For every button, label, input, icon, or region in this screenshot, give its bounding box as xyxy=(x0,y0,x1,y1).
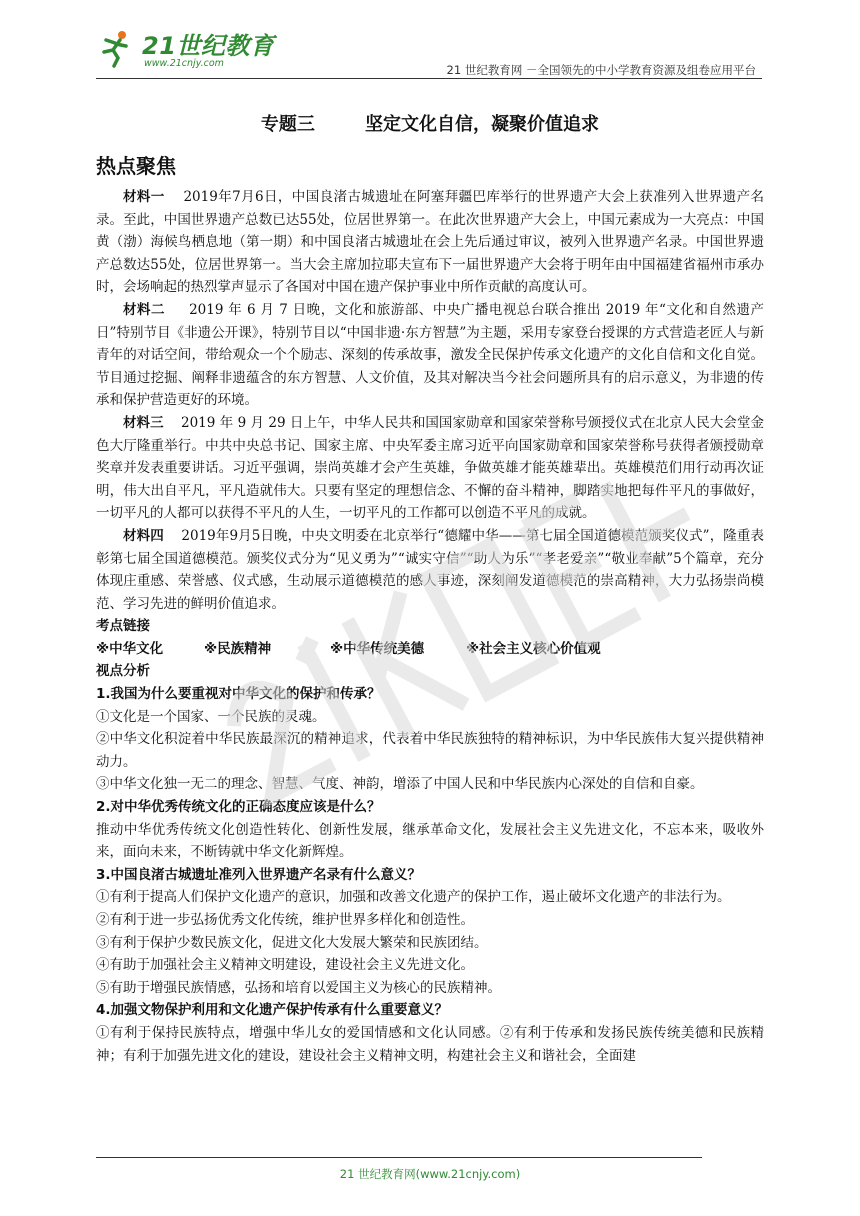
link-tag: ※中华文化 xyxy=(96,640,164,657)
question: 3.中国良渚古城遗址准列入世界遗产名录有什么意义？ xyxy=(96,866,422,883)
material-text: 2019年7月6日，中国良渚古城遗址在阿塞拜疆巴库举行的世界遗产大会上获准列入世界遗产名录。至此，中国世界遗产总数已达55处，位居世界第一。在此次世界遗产大会上，中国元素成为一大亮点：中国黄（渤）海候鸟栖息地（第一期）和中国良渚古城遗址在会上先后通过审议，被列入世界遗产名录。中国世界遗产总数达55处，位居世界第一。当大会主席加拉耶夫宣布下一届世界遗产大会将于明年由中国福建省福州市承办时，会场响起的热烈掌声显示了各国对中国在遗产保护事业中所作贡献的高度认可。 xyxy=(96,189,764,296)
logo-text: 21世纪教育 xyxy=(142,32,275,60)
question: 1.我国为什么要重视对中华文化的保护和传承？ xyxy=(96,686,381,703)
answer: 推动中华优秀传统文化创造性转化、创新性发展，继承革命文化，发展社会主义先进文化，不忘本来，吸收外来，面向未来，不断铸就中华文化新辉煌。 xyxy=(96,821,764,861)
answer: ④有助于加强社会主义精神文明建设，建设社会主义先进文化。 xyxy=(96,957,474,974)
link-tag: ※中华传统美德 xyxy=(330,640,425,657)
answer: ③有利于保护少数民族文化，促进文化大发展大繁荣和民族团结。 xyxy=(96,934,488,951)
material-paragraph xyxy=(96,412,764,525)
header-divider xyxy=(96,78,762,79)
page-title: 专题三 坚定文化自信，凝聚价值追求 xyxy=(260,114,600,135)
answer: ⑤有助于增强民族情感，弘扬和培育以爱国主义为核心的民族精神。 xyxy=(96,979,501,996)
answer: ②有利于进一步弘扬优秀文化传统，维护世界多样化和创造性。 xyxy=(96,912,474,928)
links-list xyxy=(96,638,764,661)
document-body xyxy=(96,186,764,1067)
links-heading: 考点链接 xyxy=(96,618,150,635)
logo xyxy=(96,26,275,76)
answer: ①有利于保持民族特点，增强中华儿女的爱国情感和文化认同感。②有利于传承和发扬民族传统美德和民族精神；有利于加强先进文化的建设，建设社会主义精神文明，构建社会主义和谐社会，全面建 xyxy=(96,1024,764,1064)
answer: ③中华文化独一无二的理念、智慧、气度、神韵，增添了中国人民和中华民族内心深处的自信和自豪。 xyxy=(96,776,704,793)
material-paragraph xyxy=(96,299,764,412)
material-text: 2019 年 6 月 7 日晚，文化和旅游部、中央广播电视总台联合推出 2019 年“文化和自然遗产日”特别节目《非遗公开课》，特别节目以“中国非遗·东方智慧”为主题，采用专家登台授课的方式营造老匠人与新青年的对话空间，带给观众一个个励志、深刻的传承故事，激发全民保护传承文化遗产的文化自信和文化自觉。节目通过挖掘、阐释非遗蕴含的东方智慧、人文价值，及其对解决当今社会问题所具有的启示意义，为非遗的传承和保护营造更好的环境。 xyxy=(96,301,764,409)
page-header xyxy=(96,26,762,80)
material-text: 2019年9月5日晚，中央文明委在北京举行“德耀中华——第七届全国道德模范颁奖仪式”，隆重表彰第七届全国道德模范。颁奖仪式分为“见义勇为”“诚实守信”“助人为乐”“孝老爱亲”“敬业奉献”5个篇章，充分体现庄重感、荣誉感、仪式感，生动展示道德模范的感人事迹，深刻阐发道德模范的崇高精神，大力弘扬崇尚模范、学习先进的鲜明价值追求。 xyxy=(96,527,765,612)
material-label: 材料三 xyxy=(123,414,164,431)
runner-logo-icon xyxy=(96,28,136,68)
material-label: 材料一 xyxy=(123,189,165,205)
page-footer: 21 世纪教育网(www.21cnjy.com) xyxy=(339,1167,521,1181)
answer: ①文化是一个国家、一个民族的灵魂。 xyxy=(96,708,326,725)
header-slogan: 21 世纪教育网 －全国领先的中小学教育资源及组卷应用平台 xyxy=(446,63,756,77)
section-heading: 热点聚焦 xyxy=(96,154,176,178)
link-tag: ※民族精神 xyxy=(204,640,272,657)
analysis-heading: 视点分析 xyxy=(96,663,150,680)
link-tag: ※社会主义核心价值观 xyxy=(466,640,601,657)
logo-url: www.21cnjy.com xyxy=(144,58,224,69)
question: 2.对中华优秀传统文化的正确态度应该是什么？ xyxy=(96,799,381,816)
material-label: 材料四 xyxy=(123,527,164,544)
material-paragraph xyxy=(96,186,764,299)
footer-divider xyxy=(96,1157,702,1158)
question: 4.加强文物保护利用和文化遗产保护传承有什么重要意义？ xyxy=(96,1002,449,1019)
answer: ①有利于提高人们保护文化遗产的意识，加强和改善文化遗产的保护工作，遏止破坏文化遗产的非法行为。 xyxy=(96,889,731,906)
material-paragraph xyxy=(96,525,764,615)
material-label: 材料二 xyxy=(123,301,166,318)
material-text: 2019 年 9 月 29 日上午，中华人民共和国国家勋章和国家荣誉称号颁授仪式在北京人民大会堂金色大厅隆重举行。中共中央总书记、国家主席、中央军委主席习近平向国家勋章和国家荣誉称号获得者颁授勋章奖章并发表重要讲话。习近平强调，崇尚英雄才会产生英雄，争做英雄才能英雄辈出。英雄模范们用行动再次证明，伟大出自平凡，平凡造就伟大。只要有坚定的理想信念、不懈的奋斗精神，脚踏实地把每件平凡的事做好，一切平凡的人都可以获得不平凡的人生，一切平凡的工作都可以创造不平凡的成就。 xyxy=(96,414,764,522)
answer: ②中华文化积淀着中华民族最深沉的精神追求，代表着中华民族独特的精神标识，为中华民族伟大复兴提供精神动力。 xyxy=(96,731,764,770)
